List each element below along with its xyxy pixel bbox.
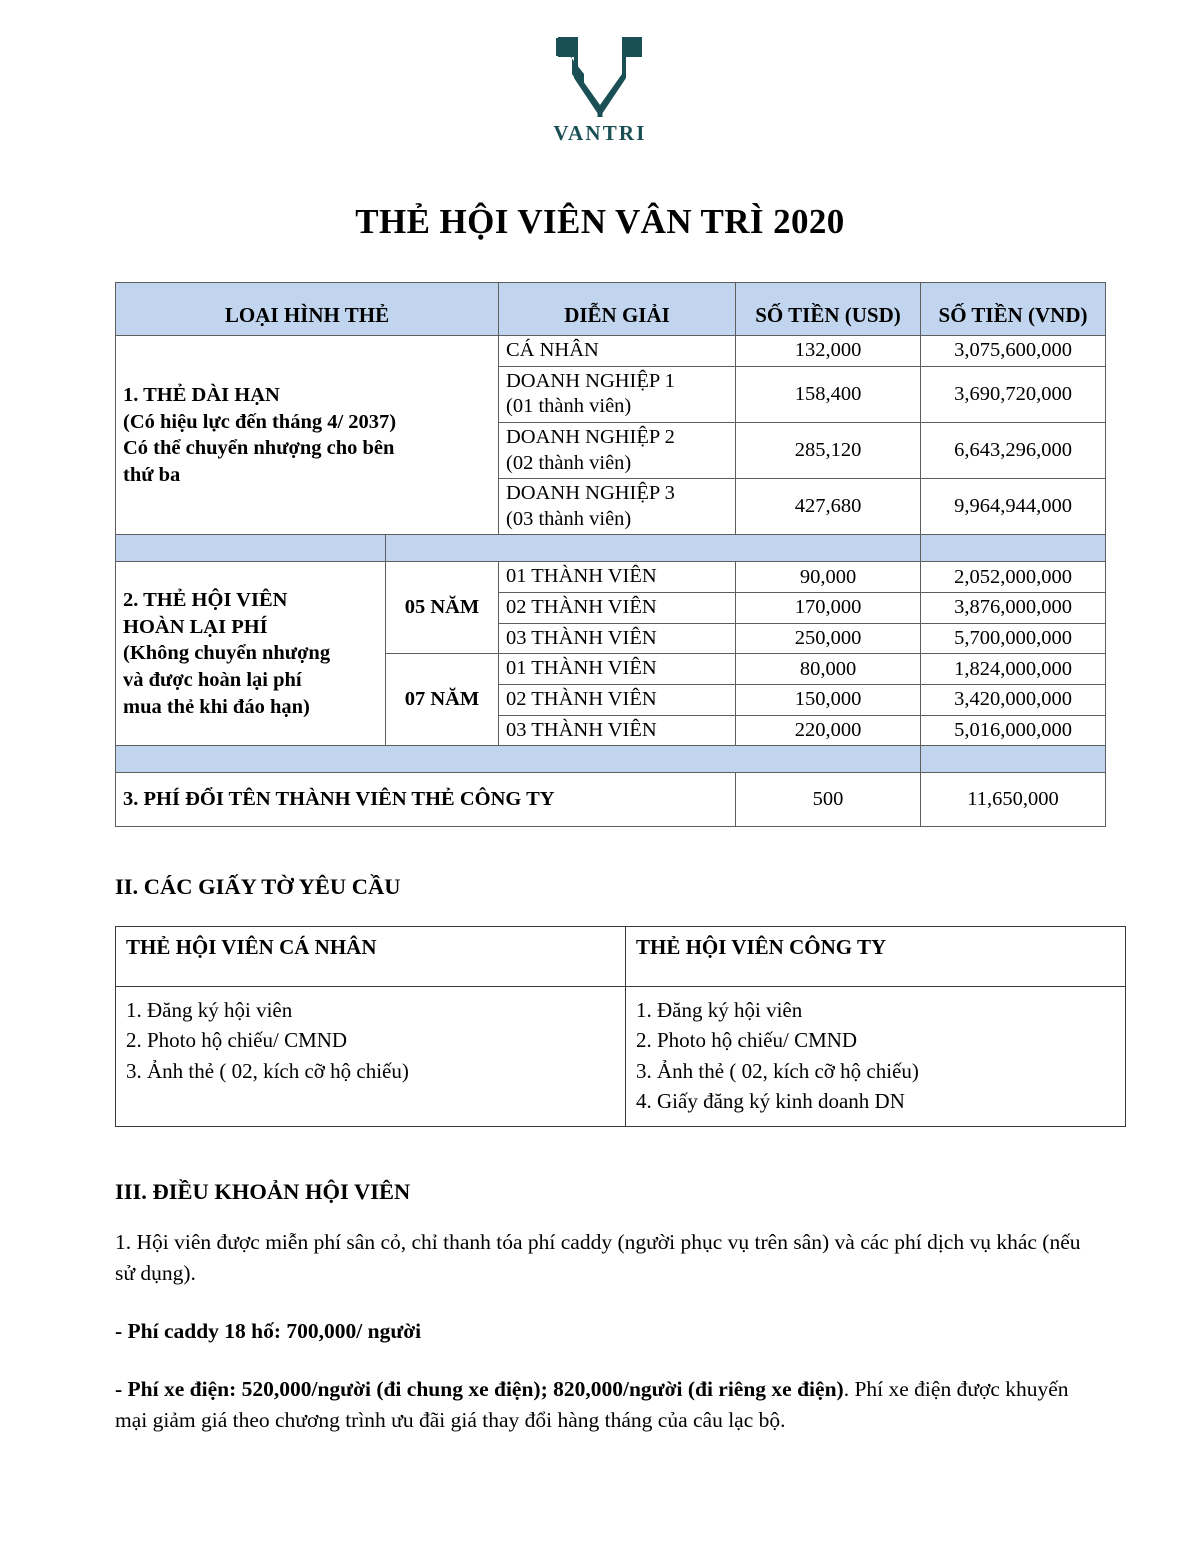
docs-header-row bbox=[116, 927, 1126, 987]
section-iii bbox=[115, 1179, 1085, 1436]
cell-usd: 150,000 bbox=[736, 684, 921, 715]
cell-usd: 170,000 bbox=[736, 593, 921, 624]
cell-vnd: 5,016,000,000 bbox=[921, 715, 1106, 746]
page-content bbox=[0, 282, 1200, 1436]
cart-fee-rest: . Phí xe điện được khuyến mại giảm giá theo chương trình ưu đãi giá thay đổi hàng tháng của câu lạc bộ. bbox=[115, 1376, 1069, 1432]
caddy-fee-line: - Phí caddy 18 hố: 700,000/ người bbox=[115, 1318, 422, 1343]
header-card-type: LOẠI HÌNH THẺ bbox=[116, 283, 499, 336]
cell-description: 02 THÀNH VIÊN bbox=[499, 593, 736, 624]
cell-vnd: 5,700,000,000 bbox=[921, 623, 1106, 654]
spacer-row bbox=[116, 535, 1106, 562]
cell-description: 03 THÀNH VIÊN bbox=[499, 623, 736, 654]
cell-vnd: 11,650,000 bbox=[921, 773, 1106, 827]
section2-note-3: mua thẻ khi đáo hạn) bbox=[123, 695, 310, 718]
cell-vnd: 3,690,720,000 bbox=[921, 366, 1106, 422]
term-7-years: 07 NĂM bbox=[386, 654, 499, 746]
cell-description: 03 THÀNH VIÊN bbox=[499, 715, 736, 746]
fee-table bbox=[115, 282, 1106, 827]
desc-line-2: (02 thành viên) bbox=[506, 451, 632, 474]
logo-wordmark: VANTRI bbox=[553, 121, 647, 145]
section1-note1: (Có hiệu lực đến tháng 4/ 2037) bbox=[123, 410, 397, 433]
docs-header-corporate: THẺ HỘI VIÊN CÔNG TY bbox=[626, 927, 1126, 987]
logo-block bbox=[0, 0, 1200, 146]
desc-line-2: (01 thành viên) bbox=[506, 395, 632, 418]
table-row bbox=[116, 773, 1106, 827]
table-row bbox=[116, 336, 1106, 367]
cell-description: 01 THÀNH VIÊN bbox=[499, 562, 736, 593]
cell-vnd: 9,964,944,000 bbox=[921, 479, 1106, 535]
header-amount-usd: SỐ TIỀN (USD) bbox=[736, 283, 921, 336]
section1-note2: Có thể chuyển nhượng cho bên bbox=[123, 437, 395, 460]
list-item: 2. Photo hộ chiếu/ CMND bbox=[636, 1028, 858, 1053]
spacer-row bbox=[116, 746, 1106, 773]
section-ii-heading: II. CÁC GIẤY TỜ YÊU CẦU bbox=[115, 874, 401, 900]
cell-vnd: 6,643,296,000 bbox=[921, 422, 1106, 478]
spacer-cell bbox=[386, 535, 921, 562]
cell-usd: 500 bbox=[736, 773, 921, 827]
cell-usd: 285,120 bbox=[736, 422, 921, 478]
cell-vnd: 3,420,000,000 bbox=[921, 684, 1106, 715]
cell-usd: 90,000 bbox=[736, 562, 921, 593]
docs-list-individual bbox=[116, 987, 626, 1127]
cell-vnd: 3,876,000,000 bbox=[921, 593, 1106, 624]
spacer-cell bbox=[116, 535, 386, 562]
cell-description bbox=[499, 479, 736, 535]
section2-note-1: (Không chuyển nhượng bbox=[123, 642, 331, 665]
cell-vnd: 1,824,000,000 bbox=[921, 654, 1106, 685]
fee-table-header-row bbox=[116, 283, 1106, 336]
cell-description bbox=[499, 422, 736, 478]
cell-description: 01 THÀNH VIÊN bbox=[499, 654, 736, 685]
spacer-cell bbox=[921, 535, 1106, 562]
list-item: 2. Photo hộ chiếu/ CMND bbox=[126, 1028, 348, 1053]
cart-fee-line bbox=[115, 1374, 1085, 1436]
cell-vnd: 3,075,600,000 bbox=[921, 336, 1106, 367]
list-item: 1. Đăng ký hội viên bbox=[636, 998, 803, 1023]
spacer-cell bbox=[921, 746, 1106, 773]
section1-note3: thứ ba bbox=[123, 463, 181, 486]
cell-usd: 220,000 bbox=[736, 715, 921, 746]
section1-category-cell bbox=[116, 336, 499, 535]
section1-title: 1. THẺ DÀI HẠN bbox=[123, 383, 280, 406]
desc-line-1: DOANH NGHIỆP 3 bbox=[506, 482, 675, 505]
cell-usd: 80,000 bbox=[736, 654, 921, 685]
membership-term-1: 1. Hội viên được miễn phí sân cỏ, chỉ thanh tóa phí caddy (người phục vụ trên sân) và các phí dịch vụ khác (nếu sử dụng). bbox=[115, 1230, 1081, 1286]
desc-line-1: DOANH NGHIỆP 1 bbox=[506, 369, 675, 392]
docs-header-individual: THẺ HỘI VIÊN CÁ NHÂN bbox=[116, 927, 626, 987]
cell-usd: 250,000 bbox=[736, 623, 921, 654]
cell-vnd: 2,052,000,000 bbox=[921, 562, 1106, 593]
header-amount-vnd: SỐ TIỀN (VND) bbox=[921, 283, 1106, 336]
section-ii bbox=[115, 874, 1085, 1127]
docs-list-corporate bbox=[626, 987, 1126, 1127]
section2-title-2: HOÀN LẠI PHÍ bbox=[123, 615, 268, 638]
vantri-v-logo-icon bbox=[552, 34, 648, 120]
cart-fee-bold: - Phí xe điện: 520,000/người (đi chung xe điện); 820,000/người (đi riêng xe điện) bbox=[115, 1376, 844, 1401]
list-item: 3. Ảnh thẻ ( 02, kích cỡ hộ chiếu) bbox=[126, 1058, 409, 1083]
header-description: DIỄN GIẢI bbox=[499, 283, 736, 336]
list-item: 1. Đăng ký hội viên bbox=[126, 998, 293, 1023]
page-title: THẺ HỘI VIÊN VÂN TRÌ 2020 bbox=[355, 202, 845, 241]
section3-title: 3. PHÍ ĐỔI TÊN THÀNH VIÊN THẺ CÔNG TY bbox=[116, 773, 736, 827]
table-row bbox=[116, 562, 1106, 593]
cell-description: 02 THÀNH VIÊN bbox=[499, 684, 736, 715]
required-documents-table bbox=[115, 926, 1126, 1127]
desc-line-2: (03 thành viên) bbox=[506, 507, 632, 530]
list-item: 4. Giấy đăng ký kinh doanh DN bbox=[636, 1088, 905, 1113]
cell-usd: 158,400 bbox=[736, 366, 921, 422]
term-5-years: 05 NĂM bbox=[386, 562, 499, 654]
section2-note-2: và được hoàn lại phí bbox=[123, 669, 302, 692]
docs-body-row bbox=[116, 987, 1126, 1127]
cell-description: CÁ NHÂN bbox=[499, 336, 736, 367]
list-item: 3. Ảnh thẻ ( 02, kích cỡ hộ chiếu) bbox=[636, 1058, 919, 1083]
cell-usd: 427,680 bbox=[736, 479, 921, 535]
spacer-cell bbox=[116, 746, 921, 773]
section-iii-heading: III. ĐIỀU KHOẢN HỘI VIÊN bbox=[115, 1179, 411, 1205]
cell-usd: 132,000 bbox=[736, 336, 921, 367]
cell-description bbox=[499, 366, 736, 422]
desc-line-1: DOANH NGHIỆP 2 bbox=[506, 425, 675, 448]
section2-title-1: 2. THẺ HỘI VIÊN bbox=[123, 589, 288, 612]
section2-category-cell bbox=[116, 562, 386, 746]
